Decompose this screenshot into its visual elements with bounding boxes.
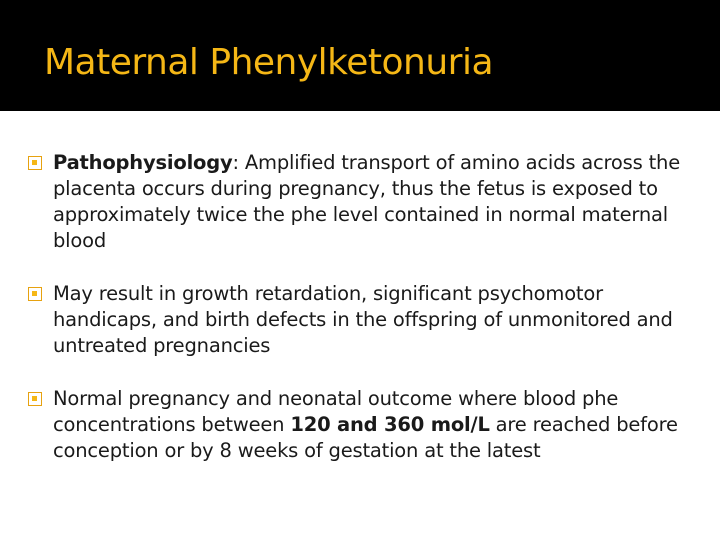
bullet-square-icon bbox=[28, 287, 42, 301]
bullet-text: Amplified transport of amino acids across the placenta occurs during pregnancy, thus the fetus is exposed to approximately twice the phe level contained in normal maternal blood bbox=[53, 151, 680, 252]
slide-title: Maternal Phenylketonuria bbox=[44, 42, 494, 83]
bullet-square-icon bbox=[28, 392, 42, 406]
bullet-item-outcomes bbox=[28, 281, 708, 359]
bullet-list bbox=[28, 150, 708, 491]
bullet-text-before: Normal pregnancy and neonatal outcome where blood phe concentrations between bbox=[53, 387, 619, 436]
bullet-text: May result in growth retardation, significant psychomotor handicaps, and birth defects in the offspring of unmonitored and untreated pregnancies bbox=[53, 282, 673, 357]
bullet-square-icon bbox=[28, 156, 42, 170]
bullet-term: Pathophysiology bbox=[53, 151, 233, 174]
bullet-term-suffix: : bbox=[232, 151, 239, 174]
bullet-item-pathophysiology bbox=[28, 150, 708, 254]
title-band bbox=[0, 0, 720, 111]
bullet-text-after: are reached before conception or by 8 weeks of gestation at the latest bbox=[53, 413, 678, 462]
bullet-emphasis: 120 and 360 mol/L bbox=[290, 413, 490, 436]
bullet-item-normal-pregnancy bbox=[28, 386, 708, 464]
